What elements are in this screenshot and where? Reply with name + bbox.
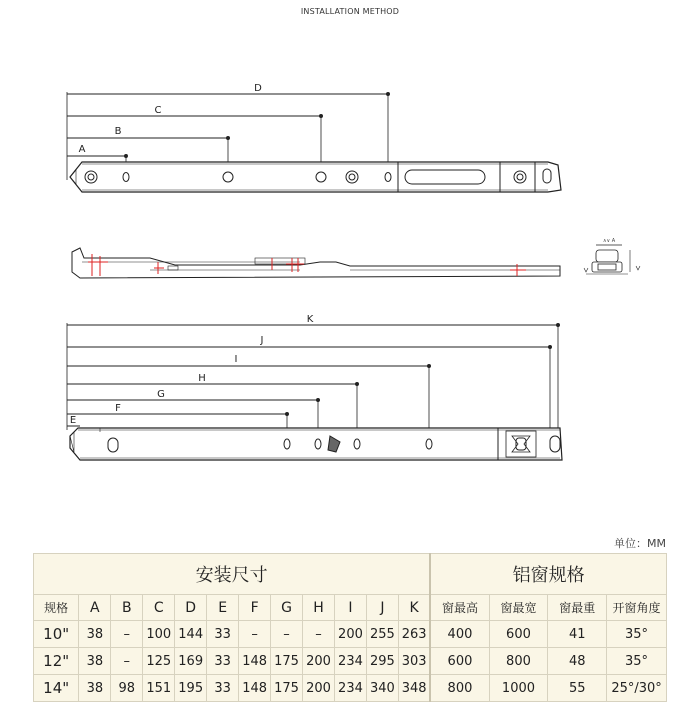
table-row: [34, 621, 667, 648]
bottom-stay-view: [67, 323, 562, 460]
label-c: C: [154, 105, 162, 116]
table-cell: 200: [303, 675, 335, 702]
table-cell: 200: [334, 621, 366, 648]
table-cell: 41: [548, 621, 607, 648]
table-cell: 98: [111, 675, 143, 702]
table-cell: 348: [398, 675, 430, 702]
label-k: K: [306, 314, 314, 325]
table-cell: –: [111, 648, 143, 675]
table-cell: –: [111, 621, 143, 648]
table-cell: 55: [548, 675, 607, 702]
table-row: [34, 675, 667, 702]
table-cell: 10": [34, 621, 79, 648]
table-cell: 38: [79, 648, 111, 675]
table-cell: 234: [334, 648, 366, 675]
label-f: F: [115, 403, 121, 414]
group-install: 安装尺寸: [34, 554, 431, 595]
label-h: H: [198, 373, 206, 384]
label-a: A: [78, 144, 86, 155]
label-b: B: [114, 126, 122, 137]
table-cell: 1000: [489, 675, 548, 702]
table-cell: 33: [207, 675, 239, 702]
label-e: E: [69, 415, 77, 426]
col-header: A: [79, 595, 111, 621]
col-header: 规格: [34, 595, 79, 621]
cross-section-label: ∧∨ A: [602, 238, 616, 244]
col-header: F: [239, 595, 271, 621]
table-cell: 35°: [607, 648, 667, 675]
table-cell: 12": [34, 648, 79, 675]
table-cell: –: [271, 621, 303, 648]
table-cell: 295: [366, 648, 398, 675]
page-title: INSTALLATION METHOD: [300, 7, 400, 16]
table-cell: 14": [34, 675, 79, 702]
label-d: D: [254, 83, 262, 94]
table-cell: –: [239, 621, 271, 648]
col-header: H: [303, 595, 335, 621]
table-cell: 263: [398, 621, 430, 648]
table-cell: 33: [207, 648, 239, 675]
table-group-header: [34, 554, 667, 595]
table-cell: 195: [175, 675, 207, 702]
unit-label: 单位：MM: [614, 537, 666, 550]
table-cell: 255: [366, 621, 398, 648]
col-header: I: [334, 595, 366, 621]
table-row: [34, 648, 667, 675]
top-arm-view: [67, 92, 561, 192]
table-cell: –: [303, 621, 335, 648]
col-header: K: [398, 595, 430, 621]
table-cell: 144: [175, 621, 207, 648]
cross-section-view: [584, 245, 640, 274]
col-header: E: [207, 595, 239, 621]
side-view: [72, 248, 560, 278]
table-cell: 303: [398, 648, 430, 675]
table-cell: 200: [303, 648, 335, 675]
table-cell: 600: [430, 648, 489, 675]
table-cell: 33: [207, 621, 239, 648]
label-g: G: [157, 389, 165, 400]
spec-table: [33, 553, 667, 702]
table-cell: 125: [143, 648, 175, 675]
table-cell: 35°: [607, 621, 667, 648]
col-header: 窗最宽: [489, 595, 548, 621]
table-cell: 175: [271, 675, 303, 702]
table-cell: 151: [143, 675, 175, 702]
table-cell: 400: [430, 621, 489, 648]
table-cell: 100: [143, 621, 175, 648]
label-j: J: [260, 335, 264, 346]
col-header: B: [111, 595, 143, 621]
table-cell: 175: [271, 648, 303, 675]
col-header: D: [175, 595, 207, 621]
col-header: 窗最高: [430, 595, 489, 621]
table-cell: 148: [239, 648, 271, 675]
col-header: J: [366, 595, 398, 621]
col-header: G: [271, 595, 303, 621]
table-cell: 169: [175, 648, 207, 675]
table-column-header: [34, 595, 667, 621]
col-header: C: [143, 595, 175, 621]
table-cell: 340: [366, 675, 398, 702]
col-header: 窗最重: [548, 595, 607, 621]
table-cell: 600: [489, 621, 548, 648]
label-i: I: [234, 354, 238, 365]
table-cell: 38: [79, 675, 111, 702]
table-cell: 25°/30°: [607, 675, 667, 702]
table-cell: 148: [239, 675, 271, 702]
group-window: 铝窗规格: [430, 554, 666, 595]
table-cell: 800: [430, 675, 489, 702]
table-cell: 38: [79, 621, 111, 648]
table-cell: 800: [489, 648, 548, 675]
table-cell: 234: [334, 675, 366, 702]
bottom-labels: [70, 314, 314, 426]
table-cell: 48: [548, 648, 607, 675]
col-header: 开窗角度: [607, 595, 667, 621]
dimension-lines-bottom: [67, 323, 560, 430]
